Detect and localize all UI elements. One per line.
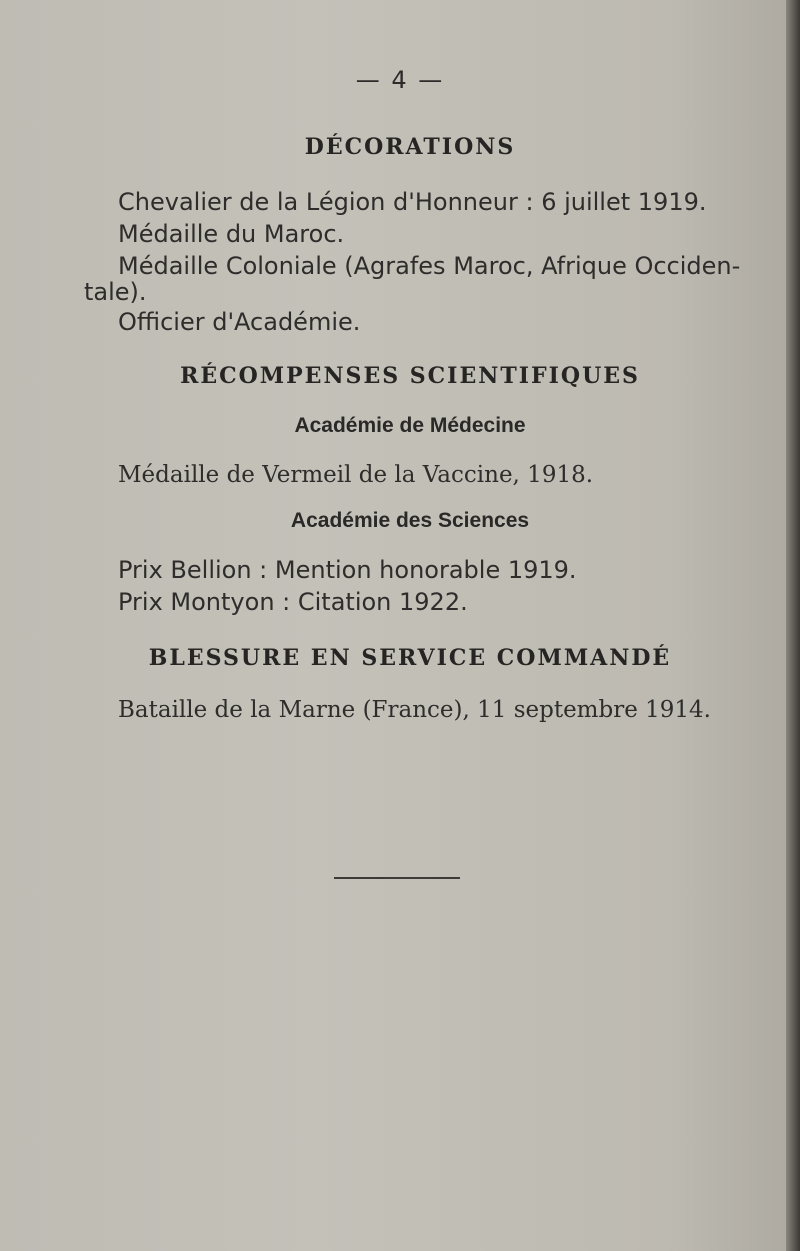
decorations-heading: DÉCORATIONS	[304, 134, 516, 160]
recompenses-heading: RÉCOMPENSES SCIENTIFIQUES	[180, 363, 640, 389]
closing-rule	[334, 877, 460, 879]
decoration-line-1: Chevalier de la Légion d'Honneur : 6 juillet 1919.	[118, 188, 707, 216]
blessure-line: Bataille de la Marne (France), 11 septembre 1914.	[118, 697, 711, 723]
academie-medecine-heading: Académie de Médecine	[294, 414, 526, 437]
sciences-award-line-1: Prix Bellion : Mention honorable 1919.	[118, 556, 577, 584]
decoration-line-5: Officier d'Académie.	[118, 308, 361, 336]
decoration-line-3: Médaille Coloniale (Agrafes Maroc, Afrique Occiden-	[118, 252, 741, 280]
page-edge	[786, 0, 800, 1251]
sciences-award-line-2: Prix Montyon : Citation 1922.	[118, 588, 468, 616]
page-number: — 4 —	[355, 66, 445, 94]
academie-sciences-heading: Académie des Sciences	[290, 509, 530, 532]
blessure-heading: BLESSURE EN SERVICE COMMANDÉ	[148, 645, 672, 671]
decoration-line-2: Médaille du Maroc.	[118, 220, 345, 248]
decoration-line-4: tale).	[84, 278, 147, 306]
medecine-award-line: Médaille de Vermeil de la Vaccine, 1918.	[118, 462, 594, 488]
